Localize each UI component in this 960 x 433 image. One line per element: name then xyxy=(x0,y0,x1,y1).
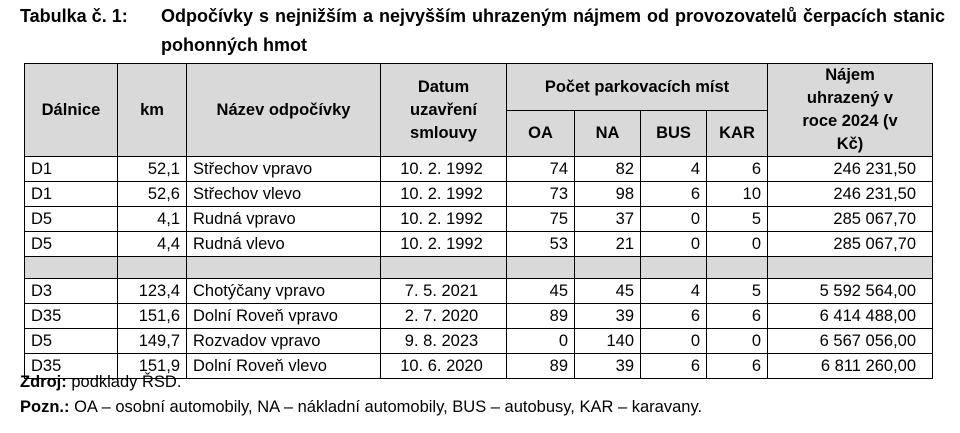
cell-kar: 6 xyxy=(707,304,768,329)
cell-nazev: Rozvadov vpravo xyxy=(187,329,381,354)
cell-bus: 0 xyxy=(641,232,707,257)
cell-bus: 0 xyxy=(641,207,707,232)
cell-km: 52,1 xyxy=(118,157,187,182)
header-nazev: Název odpočívky xyxy=(187,64,381,157)
cell-bus: 0 xyxy=(641,329,707,354)
cell-kar: 6 xyxy=(707,354,768,379)
separator-cell xyxy=(118,257,187,279)
source-line xyxy=(20,370,702,395)
separator-cell xyxy=(768,257,933,279)
cell-dalnice: D5 xyxy=(25,207,118,232)
cell-km: 123,4 xyxy=(118,279,187,304)
caption-text: Odpočívky s nejnižším a nejvyšším uhrazeným nájmem od provozovatelů čerpacích stanic pohonných hmot xyxy=(161,6,945,55)
cell-km: 4,1 xyxy=(118,207,187,232)
header-oa: OA xyxy=(507,110,575,157)
header-row-top xyxy=(25,64,933,111)
cell-oa: 89 xyxy=(507,304,575,329)
cell-oa: 89 xyxy=(507,354,575,379)
cell-kar: 0 xyxy=(707,329,768,354)
cell-na: 39 xyxy=(575,304,641,329)
cell-datum: 9. 8. 2023 xyxy=(381,329,507,354)
cell-dalnice: D3 xyxy=(25,279,118,304)
caption-label: Tabulka č. 1: xyxy=(20,6,128,26)
note-label: Pozn.: xyxy=(20,398,70,416)
cell-nazev: Střechov vpravo xyxy=(187,157,381,182)
cell-km: 4,4 xyxy=(118,232,187,257)
cell-na: 98 xyxy=(575,182,641,207)
cell-bus: 6 xyxy=(641,354,707,379)
cell-datum: 10. 2. 1992 xyxy=(381,207,507,232)
cell-najem: 6 567 056,00 xyxy=(768,329,933,354)
cell-oa: 0 xyxy=(507,329,575,354)
table-row xyxy=(25,232,933,257)
cell-nazev: Rudná vpravo xyxy=(187,207,381,232)
cell-nazev: Střechov vlevo xyxy=(187,182,381,207)
cell-nazev: Chotýčany vpravo xyxy=(187,279,381,304)
cell-dalnice: D5 xyxy=(25,329,118,354)
header-bus: BUS xyxy=(641,110,707,157)
cell-dalnice: D5 xyxy=(25,232,118,257)
separator-cell xyxy=(187,257,381,279)
cell-kar: 5 xyxy=(707,207,768,232)
separator-cell xyxy=(507,257,575,279)
cell-najem: 285 067,70 xyxy=(768,232,933,257)
header-km: km xyxy=(118,64,187,157)
cell-najem: 285 067,70 xyxy=(768,207,933,232)
cell-bus: 4 xyxy=(641,279,707,304)
cell-najem: 5 592 564,00 xyxy=(768,279,933,304)
note-text: OA – osobní automobily, NA – nákladní automobily, BUS – autobusy, KAR – karavany. xyxy=(74,398,703,416)
separator-cell xyxy=(707,257,768,279)
separator-row xyxy=(25,257,933,279)
cell-dalnice: D1 xyxy=(25,157,118,182)
separator-cell xyxy=(641,257,707,279)
cell-dalnice: D1 xyxy=(25,182,118,207)
cell-datum: 2. 7. 2020 xyxy=(381,304,507,329)
cell-na: 39 xyxy=(575,354,641,379)
rest-areas-table xyxy=(24,63,933,379)
table-body xyxy=(25,157,933,379)
table-row xyxy=(25,279,933,304)
cell-km: 149,7 xyxy=(118,329,187,354)
header-najem: Nájem uhrazený v roce 2024 (v Kč) xyxy=(768,64,933,157)
cell-bus: 4 xyxy=(641,157,707,182)
cell-km: 151,6 xyxy=(118,304,187,329)
cell-najem: 6 414 488,00 xyxy=(768,304,933,329)
header-kar: KAR xyxy=(707,110,768,157)
cell-na: 21 xyxy=(575,232,641,257)
cell-kar: 6 xyxy=(707,157,768,182)
header-dalnice: Dálnice xyxy=(25,64,118,157)
table-row xyxy=(25,207,933,232)
cell-oa: 74 xyxy=(507,157,575,182)
source-label: Zdroj: xyxy=(20,373,67,391)
cell-oa: 53 xyxy=(507,232,575,257)
table-row xyxy=(25,157,933,182)
cell-oa: 73 xyxy=(507,182,575,207)
cell-km: 151,9 xyxy=(118,354,187,379)
cell-nazev: Dolní Roveň vpravo xyxy=(187,304,381,329)
cell-bus: 6 xyxy=(641,182,707,207)
header-na: NA xyxy=(575,110,641,157)
separator-cell xyxy=(381,257,507,279)
cell-nazev: Rudná vlevo xyxy=(187,232,381,257)
cell-datum: 7. 5. 2021 xyxy=(381,279,507,304)
cell-nazev: Dolní Roveň vlevo xyxy=(187,354,381,379)
cell-oa: 45 xyxy=(507,279,575,304)
table-row xyxy=(25,329,933,354)
header-parking-group: Počet parkovacích míst xyxy=(507,64,768,111)
cell-dalnice: D35 xyxy=(25,354,118,379)
cell-bus: 6 xyxy=(641,304,707,329)
cell-datum: 10. 2. 1992 xyxy=(381,157,507,182)
cell-datum: 10. 2. 1992 xyxy=(381,182,507,207)
cell-na: 45 xyxy=(575,279,641,304)
cell-km: 52,6 xyxy=(118,182,187,207)
cell-najem: 246 231,50 xyxy=(768,157,933,182)
cell-najem: 6 811 260,00 xyxy=(768,354,933,379)
separator-cell xyxy=(575,257,641,279)
cell-na: 140 xyxy=(575,329,641,354)
table-row xyxy=(25,182,933,207)
cell-kar: 5 xyxy=(707,279,768,304)
cell-dalnice: D35 xyxy=(25,304,118,329)
table-row xyxy=(25,304,933,329)
cell-kar: 0 xyxy=(707,232,768,257)
header-datum: Datum uzavření smlouvy xyxy=(381,64,507,157)
notes xyxy=(20,370,702,420)
source-text: podklady ŘSD. xyxy=(71,373,182,391)
cell-oa: 75 xyxy=(507,207,575,232)
cell-kar: 10 xyxy=(707,182,768,207)
cell-datum: 10. 2. 1992 xyxy=(381,232,507,257)
note-line xyxy=(20,395,702,420)
cell-na: 82 xyxy=(575,157,641,182)
cell-na: 37 xyxy=(575,207,641,232)
cell-najem: 246 231,50 xyxy=(768,182,933,207)
cell-datum: 10. 6. 2020 xyxy=(381,354,507,379)
separator-cell xyxy=(25,257,118,279)
